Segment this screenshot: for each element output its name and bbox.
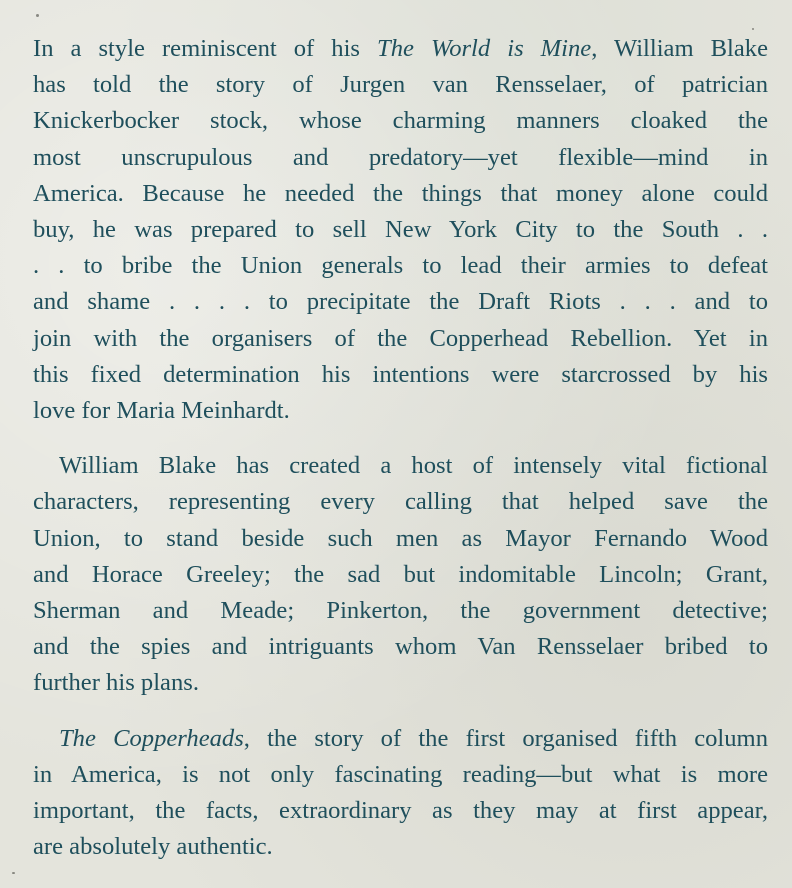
paragraph-characters xyxy=(33,448,768,701)
text-line: has told the story of Jurgen van Rensselaer, of patrician xyxy=(33,71,768,99)
text-line: America. Because he needed the things that money alone could xyxy=(33,179,768,207)
text-line: most unscrupulous and predatory—yet flexible—mind in xyxy=(33,143,768,171)
text-line: join with the organisers of the Copperhead Rebellion. Yet in xyxy=(33,324,768,352)
text-line xyxy=(33,31,768,67)
text-line: important, the facts, extraordinary as they may at first appear, xyxy=(33,797,768,825)
book-title-italic: The Copperheads xyxy=(59,724,244,752)
text-span: , William Blake xyxy=(591,35,768,62)
text-line: this fixed determination his intentions were starcrossed by his xyxy=(33,360,768,388)
text-line: and Horace Greeley; the sad but indomitable Lincoln; Grant, xyxy=(33,560,768,588)
text-line: characters, representing every calling that helped save the xyxy=(33,488,768,516)
paragraph-authenticity xyxy=(33,721,768,866)
text-line: Union, to stand beside such men as Mayor Fernando Wood xyxy=(33,524,768,552)
text-line: buy, he was prepared to sell New York City to the South . . xyxy=(33,216,768,244)
paper-speck xyxy=(12,872,15,874)
paragraph-synopsis xyxy=(33,31,768,429)
text-line: in America, is not only fascinating reading—but what is more xyxy=(33,760,768,788)
text-line: . . to bribe the Union generals to lead their armies to defeat xyxy=(33,252,768,280)
text-line: love for Maria Meinhardt. xyxy=(33,397,290,425)
text-line: William Blake has created a host of intensely vital fictional xyxy=(59,452,768,480)
text-span: , the story of the first organised fifth column xyxy=(243,724,768,752)
paper-speck xyxy=(36,14,39,17)
text-line: further his plans. xyxy=(33,669,199,697)
book-title-italic: The World is Mine xyxy=(377,35,592,62)
text-line: are absolutely authentic. xyxy=(33,833,273,861)
text-line: Knickerbocker stock, whose charming manners cloaked the xyxy=(33,107,768,135)
paper-speck xyxy=(752,28,754,30)
text-span: In a style reminiscent of his xyxy=(33,35,378,62)
text-line: and shame . . . . to precipitate the Draft Riots . . . and to xyxy=(33,288,768,316)
text-line: Sherman and Meade; Pinkerton, the government detective; xyxy=(33,597,768,625)
text-line: and the spies and intriguants whom Van Rensselaer bribed to xyxy=(33,633,768,661)
text-line xyxy=(33,721,768,757)
